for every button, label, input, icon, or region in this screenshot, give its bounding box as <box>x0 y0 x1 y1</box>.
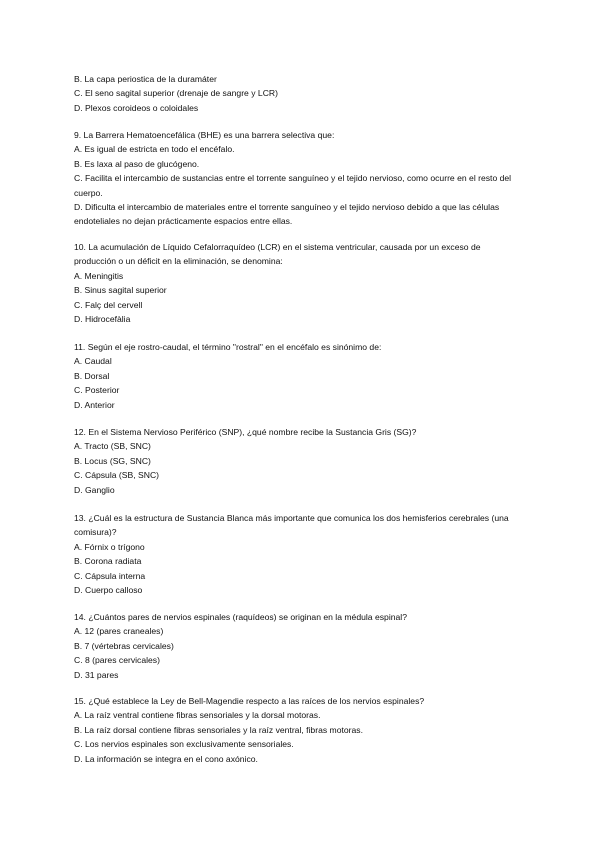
option-c: C. 8 (pares cervicales) <box>74 655 160 666</box>
question-14 <box>74 610 524 682</box>
option-c: C. Facilita el intercambio de sustancias entre el torrente sanguíneo y el tejido nervioso, como ocurre en el resto del cuerpo. <box>74 173 512 198</box>
question-stem: 15. ¿Qué establece la Ley de Bell-Magendie respecto a las raíces de los nervios espinales? <box>74 696 425 706</box>
option-d: D. Anterior <box>74 399 115 410</box>
option-b: B. La capa periostica de la duramáter <box>74 74 217 84</box>
option-b: B. Es laxa al paso de glucógeno. <box>74 158 200 169</box>
option-b: B. La raíz dorsal contiene fibras sensoriales y la raíz ventral, fibras motoras. <box>74 724 363 735</box>
question-stem: 9. La Barrera Hematoencefálica (BHE) es una barrera selectiva que: <box>74 130 335 140</box>
option-b: B. Sinus sagital superior <box>74 285 167 296</box>
option-a: A. Caudal <box>74 356 112 367</box>
question-stem: 13. ¿Cuál es la estructura de Sustancia Blanca más importante que comunica los dos hemisferios cerebrales (una comisura)? <box>74 513 509 538</box>
previous-question-options <box>74 72 524 115</box>
option-c: C. Falç del cervell <box>74 299 143 310</box>
option-d: D. Dificulta el intercambio de materiales entre el torrente sanguíneo y el tejido nervioso debido a que las células endoteliales no dejan prácticamente espacios entre ellas. <box>74 202 500 227</box>
option-b: B. 7 (vértebras cervicales) <box>74 640 174 651</box>
option-b: B. Locus (SG, SNC) <box>74 455 151 466</box>
option-d: D. La información se integra en el cono axónico. <box>74 753 258 764</box>
option-a: A. Meningitis <box>74 270 124 281</box>
option-a: A. Tracto (SB, SNC) <box>74 441 151 452</box>
question-9 <box>74 128 524 229</box>
option-d: D. Plexos coroideos o coloidales <box>74 102 199 113</box>
option-a: A. Es igual de estricta en todo el encéfalo. <box>74 144 235 155</box>
question-10 <box>74 240 524 326</box>
option-c: C. Cápsula interna <box>74 570 146 581</box>
option-d: D. Ganglio <box>74 484 115 495</box>
option-c: C. Cápsula (SB, SNC) <box>74 470 160 481</box>
question-stem: 12. En el Sistema Nervioso Periférico (SNP), ¿qué nombre recibe la Sustancia Gris (SG)? <box>74 427 417 437</box>
option-b: B. Corona radiata <box>74 556 142 567</box>
question-13 <box>74 511 524 597</box>
option-c: C. Los nervios espinales son exclusivamente sensoriales. <box>74 739 294 750</box>
question-stem: 11. Según el eje rostro-caudal, el término "rostral" en el encéfalo es sinónimo de: <box>74 342 382 352</box>
option-a: A. Fórnix o trígono <box>74 541 145 552</box>
question-stem: 14. ¿Cuántos pares de nervios espinales (raquídeos) se originan en la médula espinal? <box>74 612 407 622</box>
question-11 <box>74 340 524 412</box>
question-15 <box>74 694 524 766</box>
option-c: C. Posterior <box>74 385 120 396</box>
option-a: A. 12 (pares craneales) <box>74 626 164 637</box>
option-c: C. El seno sagital superior (drenaje de sangre y LCR) <box>74 88 278 99</box>
option-a: A. La raíz ventral contiene fibras sensoriales y la dorsal motoras. <box>74 710 321 721</box>
option-d: D. 31 pares <box>74 669 119 680</box>
option-d: D. Hidrocefàlia <box>74 314 131 325</box>
question-stem: 10. La acumulación de Líquido Cefalorraquídeo (LCR) en el sistema ventricular, causada por un exceso de producción o un déficit en la eliminación, se denomina: <box>74 242 481 267</box>
option-b: B. Dorsal <box>74 370 110 381</box>
question-12 <box>74 425 524 497</box>
option-d: D. Cuerpo calloso <box>74 585 143 596</box>
